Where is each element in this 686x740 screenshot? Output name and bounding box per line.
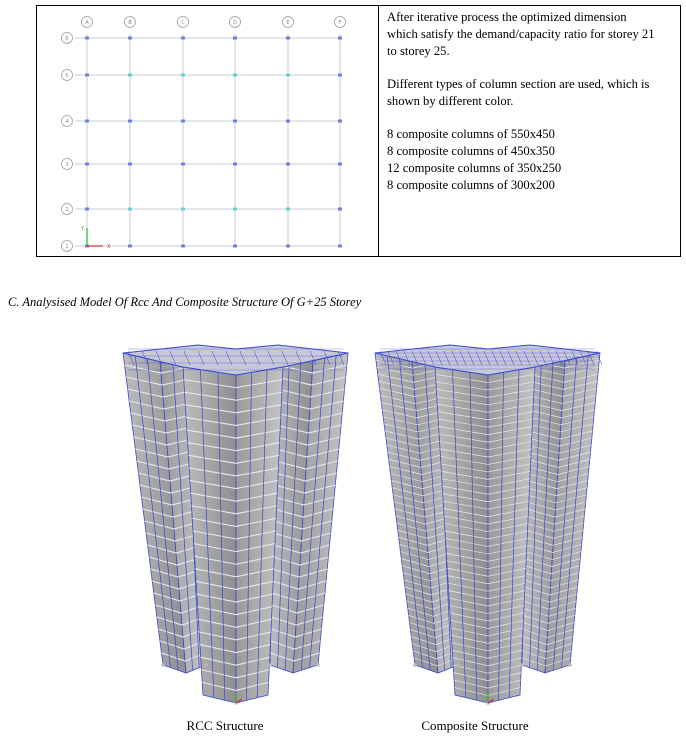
- grid-bubble-label: 5: [65, 73, 69, 79]
- support-node: [268, 663, 272, 667]
- color-note-line-2: shown by different color.: [387, 94, 514, 108]
- floor-plan-cell: [37, 6, 379, 256]
- column-marker: [233, 245, 237, 248]
- column-marker: [233, 208, 237, 211]
- composite-building-model: [360, 335, 620, 710]
- support-node: [568, 663, 572, 667]
- column-marker: [338, 37, 342, 40]
- column-list-item: 8 composite columns of 300x200: [387, 178, 555, 192]
- grid-bubble-label: 2: [65, 207, 69, 213]
- column-marker: [233, 74, 237, 77]
- column-marker: [128, 245, 132, 248]
- column-marker: [181, 37, 185, 40]
- grid-bubble-label: D: [233, 20, 237, 26]
- support-node: [520, 663, 524, 667]
- composite-structure-figure: [360, 335, 620, 710]
- column-marker: [85, 74, 89, 77]
- composite-caption: Composite Structure: [421, 718, 529, 733]
- grid-bubble-label: B: [128, 20, 132, 26]
- rcc-structure-figure: [108, 335, 368, 710]
- column-marker: [286, 37, 290, 40]
- grid-bubble-label: 6: [65, 36, 69, 42]
- column-marker: [286, 163, 290, 166]
- column-marker: [181, 163, 185, 166]
- column-marker: [181, 208, 185, 211]
- grid-bubble-label: E: [286, 20, 290, 26]
- support-node: [204, 663, 208, 667]
- column-marker: [338, 208, 342, 211]
- column-marker: [128, 74, 132, 77]
- column-marker: [181, 74, 185, 77]
- column-marker: [286, 245, 290, 248]
- support-node: [413, 663, 417, 667]
- grid-bubble-label: A: [85, 20, 89, 26]
- column-list-item: 8 composite columns of 550x450: [387, 127, 555, 141]
- column-list-item: 8 composite columns of 450x350: [387, 144, 555, 158]
- column-marker: [233, 37, 237, 40]
- rcc-building-model: [108, 335, 368, 710]
- column-marker: [85, 163, 89, 166]
- column-marker: [338, 120, 342, 123]
- column-marker: [286, 208, 290, 211]
- y-axis-label: Y: [80, 226, 84, 232]
- column-marker: [128, 163, 132, 166]
- column-marker: [338, 74, 342, 77]
- description-line-1: After iterative process the optimized dimension: [387, 10, 627, 24]
- column-marker: [128, 208, 132, 211]
- description-cell: [379, 6, 680, 256]
- floor-plan-grid: [37, 6, 377, 256]
- grid-bubble-label: C: [181, 20, 185, 26]
- grid-bubble-label: 4: [65, 119, 69, 125]
- color-note-line-1: Different types of column section are used, which is: [387, 77, 650, 91]
- grid-bubble-label: 1: [65, 244, 69, 250]
- column-list: [387, 126, 672, 194]
- column-section-table: [36, 5, 681, 257]
- column-marker: [233, 163, 237, 166]
- column-marker: [286, 120, 290, 123]
- grid-bubble-label: 3: [65, 162, 69, 168]
- section-heading: C. Analysised Model Of Rcc And Composite Structure Of G+25 Storey: [8, 295, 362, 309]
- description-line-3: to storey 25.: [387, 44, 450, 58]
- column-list-item: 12 composite columns of 350x250: [387, 161, 562, 175]
- column-marker: [85, 208, 89, 211]
- rcc-caption: RCC Structure: [186, 718, 264, 733]
- support-node: [161, 663, 165, 667]
- column-marker: [181, 120, 185, 123]
- x-axis-label: X: [107, 244, 111, 250]
- support-node: [316, 663, 320, 667]
- description-line-2: which satisfy the demand/capacity ratio for storey 21: [387, 27, 655, 41]
- column-marker: [128, 120, 132, 123]
- column-marker: [233, 120, 237, 123]
- column-marker: [128, 37, 132, 40]
- column-marker: [338, 245, 342, 248]
- column-marker: [181, 245, 185, 248]
- column-marker: [338, 163, 342, 166]
- grid-bubble-label: F: [338, 20, 342, 26]
- column-marker: [85, 37, 89, 40]
- column-marker: [85, 120, 89, 123]
- column-marker: [286, 74, 290, 77]
- support-node: [456, 663, 460, 667]
